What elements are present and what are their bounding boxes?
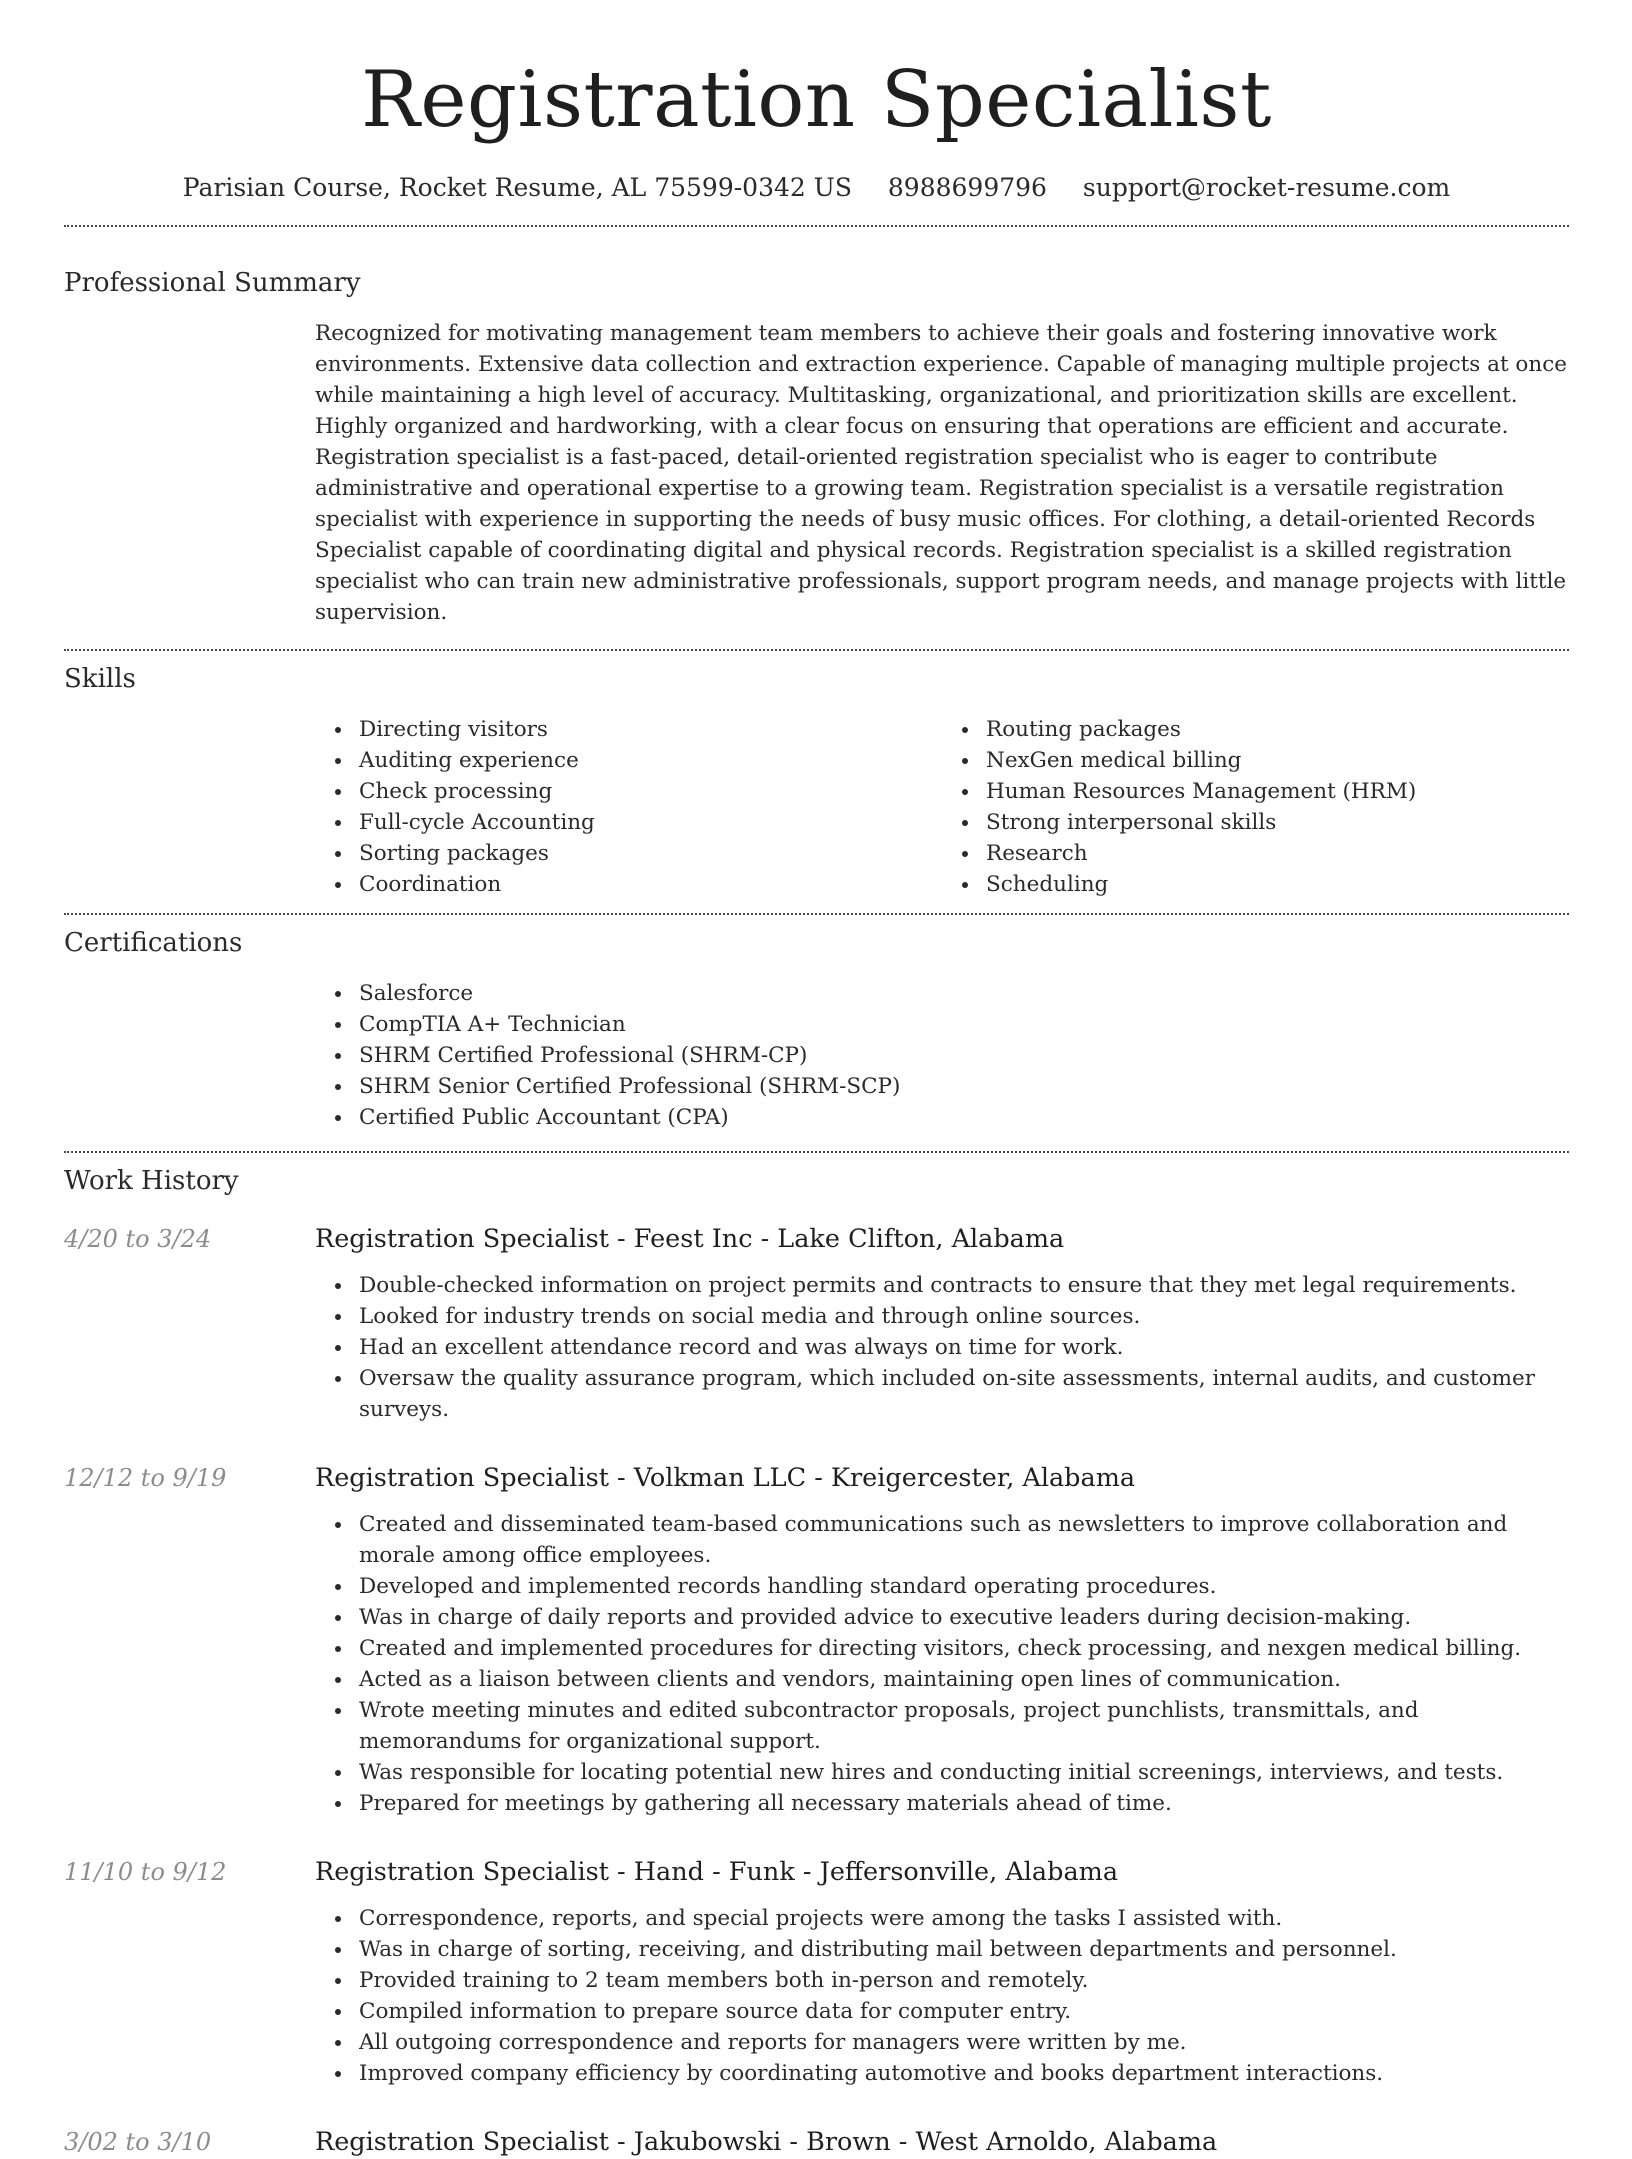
certifications-content bbox=[315, 978, 1569, 1133]
job-bullet: Compiled information to prepare source data for computer entry. bbox=[359, 1996, 1569, 2027]
job-bullet: Provided training to 2 team members both in-person and remotely. bbox=[359, 1965, 1569, 1996]
contact-phone: 8988699796 bbox=[887, 173, 1047, 202]
skill-item: Human Resources Management (HRM) bbox=[986, 776, 1569, 807]
job-details bbox=[315, 1509, 1569, 1819]
job-bullet: Double-checked information on project permits and contracts to ensure that they met legal requirements. bbox=[359, 1270, 1569, 1301]
divider bbox=[64, 225, 1569, 227]
divider bbox=[64, 649, 1569, 651]
skill-item: Directing visitors bbox=[359, 714, 942, 745]
skill-item: Scheduling bbox=[986, 869, 1569, 900]
job-dates: 11/10 to 9/12 bbox=[64, 1858, 227, 1886]
certification-item: Certified Public Accountant (CPA) bbox=[359, 1102, 1569, 1133]
summary-content bbox=[315, 318, 1569, 628]
job-bullet: Looked for industry trends on social media and through online sources. bbox=[359, 1301, 1569, 1332]
job-bullets bbox=[315, 1903, 1569, 2089]
certification-item: SHRM Senior Certified Professional (SHRM-SCP) bbox=[359, 1071, 1569, 1102]
job-dates: 3/02 to 3/10 bbox=[64, 2128, 212, 2156]
job-bullet: Wrote meeting minutes and edited subcontractor proposals, project punchlists, transmittals, and memorandums for organizational support. bbox=[359, 1695, 1569, 1757]
job-bullets bbox=[315, 1270, 1569, 1425]
job-dates: 12/12 to 9/19 bbox=[64, 1464, 227, 1492]
skill-item: Coordination bbox=[359, 869, 942, 900]
job-bullet: Improved company efficiency by coordinating automotive and books department interactions. bbox=[359, 2058, 1569, 2089]
job-bullet: Prepared for meetings by gathering all necessary materials ahead of time. bbox=[359, 1788, 1569, 1819]
job-bullet: Created and disseminated team-based communications such as newsletters to improve collaboration and morale among office employees. bbox=[359, 1509, 1569, 1571]
certification-item: SHRM Certified Professional (SHRM-CP) bbox=[359, 1040, 1569, 1071]
job-title: Registration Specialist - Volkman LLC - Kreigercester, Alabama bbox=[315, 1463, 1136, 1493]
skill-item: Routing packages bbox=[986, 714, 1569, 745]
certifications-section bbox=[64, 926, 1569, 1133]
work-history-heading: Work History bbox=[64, 1166, 239, 1196]
contact-email: support@rocket-resume.com bbox=[1082, 173, 1451, 202]
job-details bbox=[315, 1270, 1569, 1425]
summary-text: Recognized for motivating management team members to achieve their goals and fostering innovative work environments. Extensive data collection and extraction experience. Capable of managing multiple projects at once while maintaining a high level of accuracy. Multitasking, organizational, and prioritization skills are excellent. Highly organized and hardworking, with a clear focus on ensuring that operations are efficient and accurate. Registration specialist is a fast-paced, detail-oriented registration specialist who is eager to contribute administrative and operational expertise to a growing team. Registration specialist is a versatile registration specialist with experience in supporting the needs of busy music offices. For clothing, a detail-oriented Records Specialist capable of coordinating digital and physical records. Registration specialist is a skilled registration specialist who can train new administrative professionals, support program needs, and manage projects with little supervision. bbox=[315, 321, 1567, 625]
skill-item: Auditing experience bbox=[359, 745, 942, 776]
resume-name: Registration Specialist bbox=[361, 55, 1272, 145]
contact-line bbox=[64, 172, 1569, 204]
job-bullet: Was in charge of sorting, receiving, and distributing mail between departments and personnel. bbox=[359, 1934, 1569, 1965]
skill-item: Research bbox=[986, 838, 1569, 869]
job-title: Registration Specialist - Jakubowski - Brown - West Arnoldo, Alabama bbox=[315, 2127, 1218, 2157]
job-bullet: Created and implemented procedures for directing visitors, check processing, and nexgen medical billing. bbox=[359, 1633, 1569, 1664]
job-entry bbox=[64, 1461, 1569, 1819]
job-bullet: Was responsible for locating potential new hires and conducting initial screenings, interviews, and tests. bbox=[359, 1757, 1569, 1788]
skills-heading: Skills bbox=[64, 664, 136, 694]
job-bullet: Was in charge of daily reports and provided advice to executive leaders during decision-making. bbox=[359, 1602, 1569, 1633]
work-history-section bbox=[64, 1164, 1569, 2159]
divider bbox=[64, 913, 1569, 915]
skills-columns bbox=[315, 714, 1569, 900]
job-entry bbox=[64, 1855, 1569, 2089]
job-bullet: Oversaw the quality assurance program, which included on-site assessments, internal audits, and customer surveys. bbox=[359, 1363, 1569, 1425]
certifications-list bbox=[315, 978, 1569, 1133]
job-details bbox=[315, 1903, 1569, 2089]
skill-item: NexGen medical billing bbox=[986, 745, 1569, 776]
certification-item: Salesforce bbox=[359, 978, 1569, 1009]
divider bbox=[64, 1151, 1569, 1153]
job-bullet: Developed and implemented records handling standard operating procedures. bbox=[359, 1571, 1569, 1602]
contact-address: Parisian Course, Rocket Resume, AL 75599-0342 US bbox=[182, 173, 852, 202]
job-dates: 4/20 to 3/24 bbox=[64, 1225, 212, 1253]
summary-section bbox=[64, 266, 1569, 628]
job-entry bbox=[64, 2125, 1569, 2159]
summary-heading: Professional Summary bbox=[64, 268, 361, 298]
job-bullets bbox=[315, 1509, 1569, 1819]
skills-list-right bbox=[942, 714, 1569, 900]
skill-item: Check processing bbox=[359, 776, 942, 807]
skill-item: Full-cycle Accounting bbox=[359, 807, 942, 838]
skill-item: Strong interpersonal skills bbox=[986, 807, 1569, 838]
job-bullet: Had an excellent attendance record and was always on time for work. bbox=[359, 1332, 1569, 1363]
job-title: Registration Specialist - Hand - Funk - Jeffersonville, Alabama bbox=[315, 1857, 1119, 1887]
certification-item: CompTIA A+ Technician bbox=[359, 1009, 1569, 1040]
job-bullet: All outgoing correspondence and reports for managers were written by me. bbox=[359, 2027, 1569, 2058]
resume-page bbox=[64, 0, 1569, 2159]
certifications-heading: Certifications bbox=[64, 928, 243, 958]
job-entry bbox=[64, 1222, 1569, 1425]
skill-item: Sorting packages bbox=[359, 838, 942, 869]
job-bullet: Correspondence, reports, and special projects were among the tasks I assisted with. bbox=[359, 1903, 1569, 1934]
skills-list-left bbox=[315, 714, 942, 900]
job-bullet: Acted as a liaison between clients and vendors, maintaining open lines of communication. bbox=[359, 1664, 1569, 1695]
skills-section bbox=[64, 662, 1569, 900]
job-title: Registration Specialist - Feest Inc - Lake Clifton, Alabama bbox=[315, 1224, 1065, 1254]
